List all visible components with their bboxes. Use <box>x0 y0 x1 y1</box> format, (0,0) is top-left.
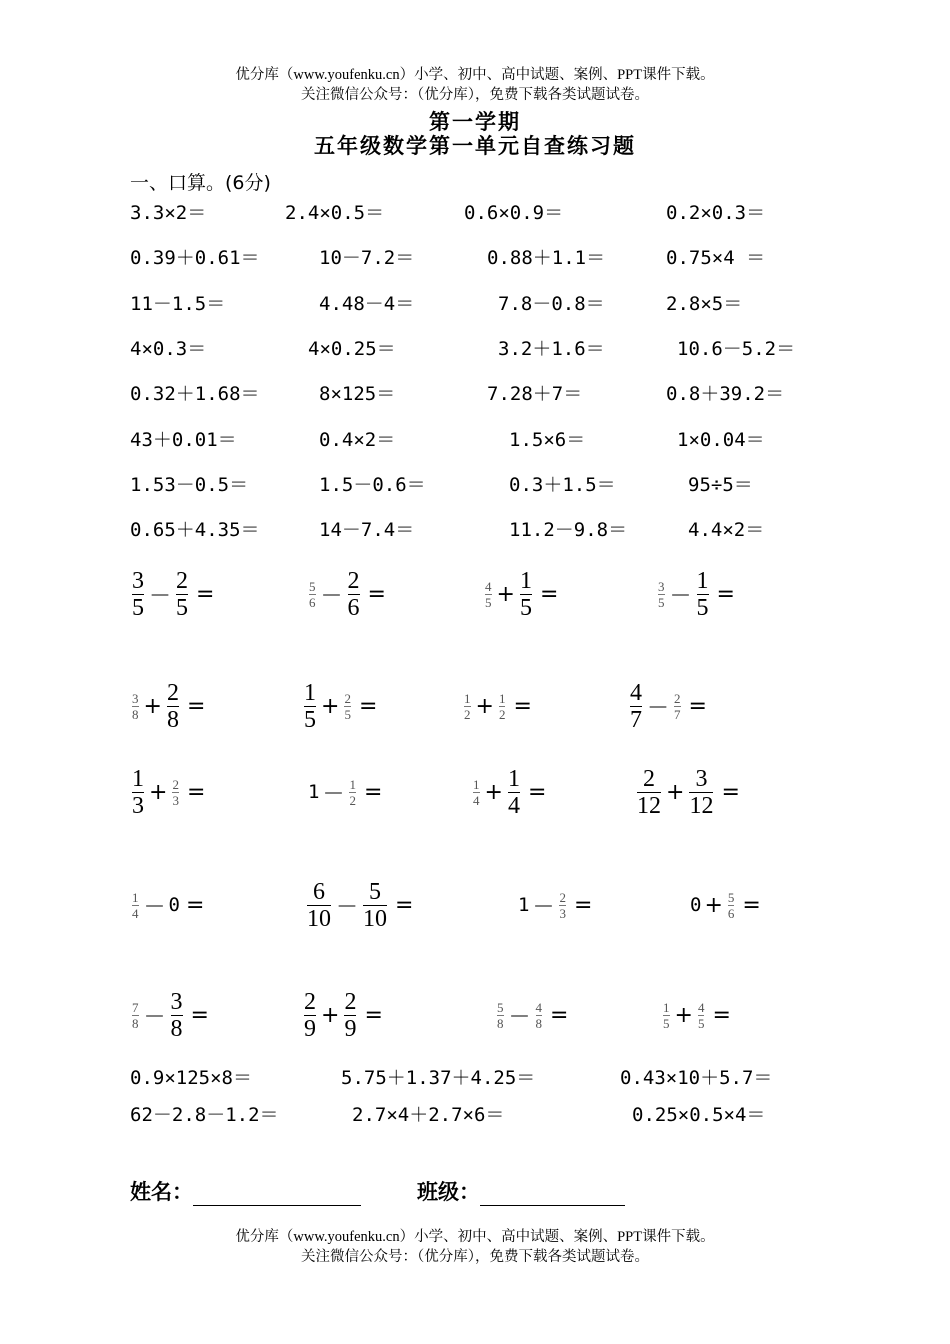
fraction: $\frac{1}{5}$ <box>304 679 316 733</box>
oral-exercise: 1.53－0.5＝ <box>130 474 249 496</box>
fraction: $\frac{3}{5}$ <box>658 578 665 610</box>
fraction: $\frac{2}{7}$ <box>674 690 681 722</box>
fraction: $\frac{5}{8}$ <box>497 999 504 1031</box>
fraction: $\frac{1}{2}$ <box>464 690 471 722</box>
oral-exercise: 2.4×0.5＝ <box>285 202 385 224</box>
fraction-exercise: $\frac{6}{10}$ － $\frac{5}{10}$ = <box>307 878 414 932</box>
fraction: $\frac{3}{5}$ <box>132 567 144 621</box>
fraction: $\frac{1}{5}$ <box>696 567 709 621</box>
oral-exercise: 4×0.3＝ <box>130 338 207 360</box>
footer-line-1: 优分库（www.youfenku.cn）小学、初中、高中试题、案例、PPT课件下载。 <box>235 1229 715 1245</box>
fraction-exercise: $\frac{1}{5}$ + $\frac{2}{5}$ = <box>304 679 378 733</box>
oral-exercise: 0.65＋4.35＝ <box>130 519 260 541</box>
fraction-exercise: 1 － $\frac{1}{2}$ = <box>308 776 383 808</box>
fraction: $\frac{4}{8}$ <box>535 999 543 1031</box>
fraction: $\frac{5}{6}$ <box>309 578 316 610</box>
class-label: 班级： <box>417 1180 480 1204</box>
oral-exercise: 0.32＋1.68＝ <box>130 383 260 405</box>
fraction-exercise: $\frac{4}{5}$ + $\frac{1}{5}$ = <box>485 567 559 621</box>
oral-exercise: 4×0.25＝ <box>308 338 396 360</box>
fraction: $\frac{2}{9}$ <box>304 988 316 1042</box>
fraction-exercise: $\frac{2}{9}$ + $\frac{2}{9}$ = <box>304 988 383 1042</box>
class-field[interactable] <box>417 1176 625 1206</box>
fraction: $\frac{1}{3}$ <box>132 765 144 819</box>
mixed-exercise: 0.9×125×8＝ <box>130 1067 252 1089</box>
fraction: $\frac{1}{4}$ <box>507 765 520 819</box>
page-title: 五年级数学第一单元自查练习题 <box>314 134 636 158</box>
oral-exercise: 8×125＝ <box>319 383 396 405</box>
fraction-exercise: $\frac{3}{5}$ － $\frac{2}{5}$ = <box>132 567 215 621</box>
oral-exercise: 0.3＋1.5＝ <box>509 474 616 496</box>
oral-exercise: 0.8＋39.2＝ <box>666 383 785 405</box>
fraction: $\frac{2}{5}$ <box>176 567 189 621</box>
oral-exercise: 10－7.2＝ <box>319 247 415 269</box>
fraction: $\frac{1}{4}$ <box>473 776 480 808</box>
fraction-exercise: $\frac{1}{4}$ － 0 = <box>132 889 205 921</box>
fraction: $\frac{5}{10}$ <box>363 878 388 932</box>
oral-exercise: 1.5×6＝ <box>509 429 586 451</box>
fraction: $\frac{4}{5}$ <box>485 578 492 610</box>
name-label: 姓名： <box>130 1180 193 1204</box>
fraction: $\frac{5}{6}$ <box>727 889 735 921</box>
oral-exercise: 1×0.04＝ <box>677 429 765 451</box>
oral-exercise: 10.6－5.2＝ <box>677 338 796 360</box>
term-title: 第一学期 <box>429 110 521 134</box>
fraction: $\frac{3}{8}$ <box>170 988 183 1042</box>
fraction: $\frac{2}{5}$ <box>344 690 351 722</box>
fraction-exercise: $\frac{1}{5}$ + $\frac{4}{5}$ = <box>663 999 731 1031</box>
fraction-exercise: $\frac{4}{7}$ － $\frac{2}{7}$ = <box>630 679 707 733</box>
fraction-exercise: $\frac{3}{8}$ + $\frac{2}{8}$ = <box>132 679 206 733</box>
name-field[interactable] <box>130 1176 361 1206</box>
oral-exercise: 0.88＋1.1＝ <box>487 247 606 269</box>
class-blank-line[interactable] <box>480 1183 625 1206</box>
oral-exercise: 7.28＋7＝ <box>487 383 583 405</box>
mixed-exercise: 5.75＋1.37＋4.25＝ <box>341 1067 536 1089</box>
fraction: $\frac{1}{4}$ <box>132 889 139 921</box>
oral-exercise: 14－7.4＝ <box>319 519 415 541</box>
oral-exercise: 95÷5＝ <box>688 474 753 496</box>
oral-exercise: 0.4×2＝ <box>319 429 396 451</box>
fraction: $\frac{4}{7}$ <box>630 679 642 733</box>
fraction-exercise: $\frac{7}{8}$ － $\frac{3}{8}$ = <box>132 988 209 1042</box>
fraction-exercise: 0 + $\frac{5}{6}$ = <box>690 889 761 921</box>
fraction-exercise: 1 － $\frac{2}{3}$ = <box>518 889 593 921</box>
oral-exercise: 7.8－0.8＝ <box>498 293 605 315</box>
fraction-exercise: $\frac{1}{4}$ + $\frac{1}{4}$ = <box>473 765 547 819</box>
section-oral-label: 一、口算。(6分) <box>130 172 271 194</box>
fraction: $\frac{2}{6}$ <box>347 567 360 621</box>
fraction: $\frac{1}{5}$ <box>663 999 670 1031</box>
fraction: $\frac{2}{9}$ <box>344 988 357 1042</box>
fraction: $\frac{3}{12}$ <box>689 765 714 819</box>
footer-line-2: 关注微信公众号：（优分库），免费下载各类试题试卷。 <box>301 1249 649 1265</box>
fraction: $\frac{7}{8}$ <box>132 999 139 1031</box>
oral-exercise: 0.6×0.9＝ <box>464 202 564 224</box>
oral-exercise: 3.2＋1.6＝ <box>498 338 605 360</box>
fraction: $\frac{1}{5}$ <box>519 567 532 621</box>
oral-exercise: 0.2×0.3＝ <box>666 202 766 224</box>
oral-exercise: 2.8×5＝ <box>666 293 743 315</box>
header-line-1: 优分库（www.youfenku.cn）小学、初中、高中试题、案例、PPT课件下载。 <box>235 67 715 83</box>
fraction-exercise: $\frac{1}{2}$ + $\frac{1}{2}$ = <box>464 690 532 722</box>
fraction: $\frac{2}{8}$ <box>166 679 179 733</box>
mixed-exercise: 0.25×0.5×4＝ <box>632 1104 766 1126</box>
fraction: $\frac{1}{2}$ <box>349 776 356 808</box>
fraction: $\frac{2}{12}$ <box>637 765 661 819</box>
fraction: $\frac{1}{2}$ <box>498 690 506 722</box>
oral-exercise: 43＋0.01＝ <box>130 429 237 451</box>
oral-exercise: 4.48－4＝ <box>319 293 415 315</box>
oral-exercise: 3.3×2＝ <box>130 202 207 224</box>
oral-exercise: 0.39＋0.61＝ <box>130 247 260 269</box>
name-blank-line[interactable] <box>193 1183 361 1206</box>
fraction: $\frac{4}{5}$ <box>697 999 705 1031</box>
fraction-exercise: $\frac{5}{6}$ － $\frac{2}{6}$ = <box>309 567 386 621</box>
oral-exercise: 11－1.5＝ <box>130 293 226 315</box>
header-line-2: 关注微信公众号：（优分库），免费下载各类试题试卷。 <box>301 87 649 103</box>
oral-exercise: 11.2－9.8＝ <box>509 519 628 541</box>
mixed-exercise: 0.43×10＋5.7＝ <box>620 1067 773 1089</box>
fraction-exercise: $\frac{5}{8}$ － $\frac{4}{8}$ = <box>497 999 569 1031</box>
oral-exercise: 1.5－0.6＝ <box>319 474 426 496</box>
fraction: $\frac{2}{3}$ <box>172 776 179 808</box>
fraction: $\frac{3}{8}$ <box>132 690 139 722</box>
fraction: $\frac{2}{3}$ <box>559 889 566 921</box>
oral-exercise: 0.75×4 ＝ <box>666 247 766 269</box>
fraction-exercise: $\frac{1}{3}$ + $\frac{2}{3}$ = <box>132 765 206 819</box>
oral-exercise: 4.4×2＝ <box>688 519 765 541</box>
mixed-exercise: 2.7×4＋2.7×6＝ <box>352 1104 505 1126</box>
mixed-exercise: 62－2.8－1.2＝ <box>130 1104 279 1126</box>
fraction: $\frac{6}{10}$ <box>307 878 331 932</box>
fraction-exercise: $\frac{3}{5}$ － $\frac{1}{5}$ = <box>658 567 735 621</box>
fraction-exercise: $\frac{2}{12}$ + $\frac{3}{12}$ = <box>637 765 740 819</box>
